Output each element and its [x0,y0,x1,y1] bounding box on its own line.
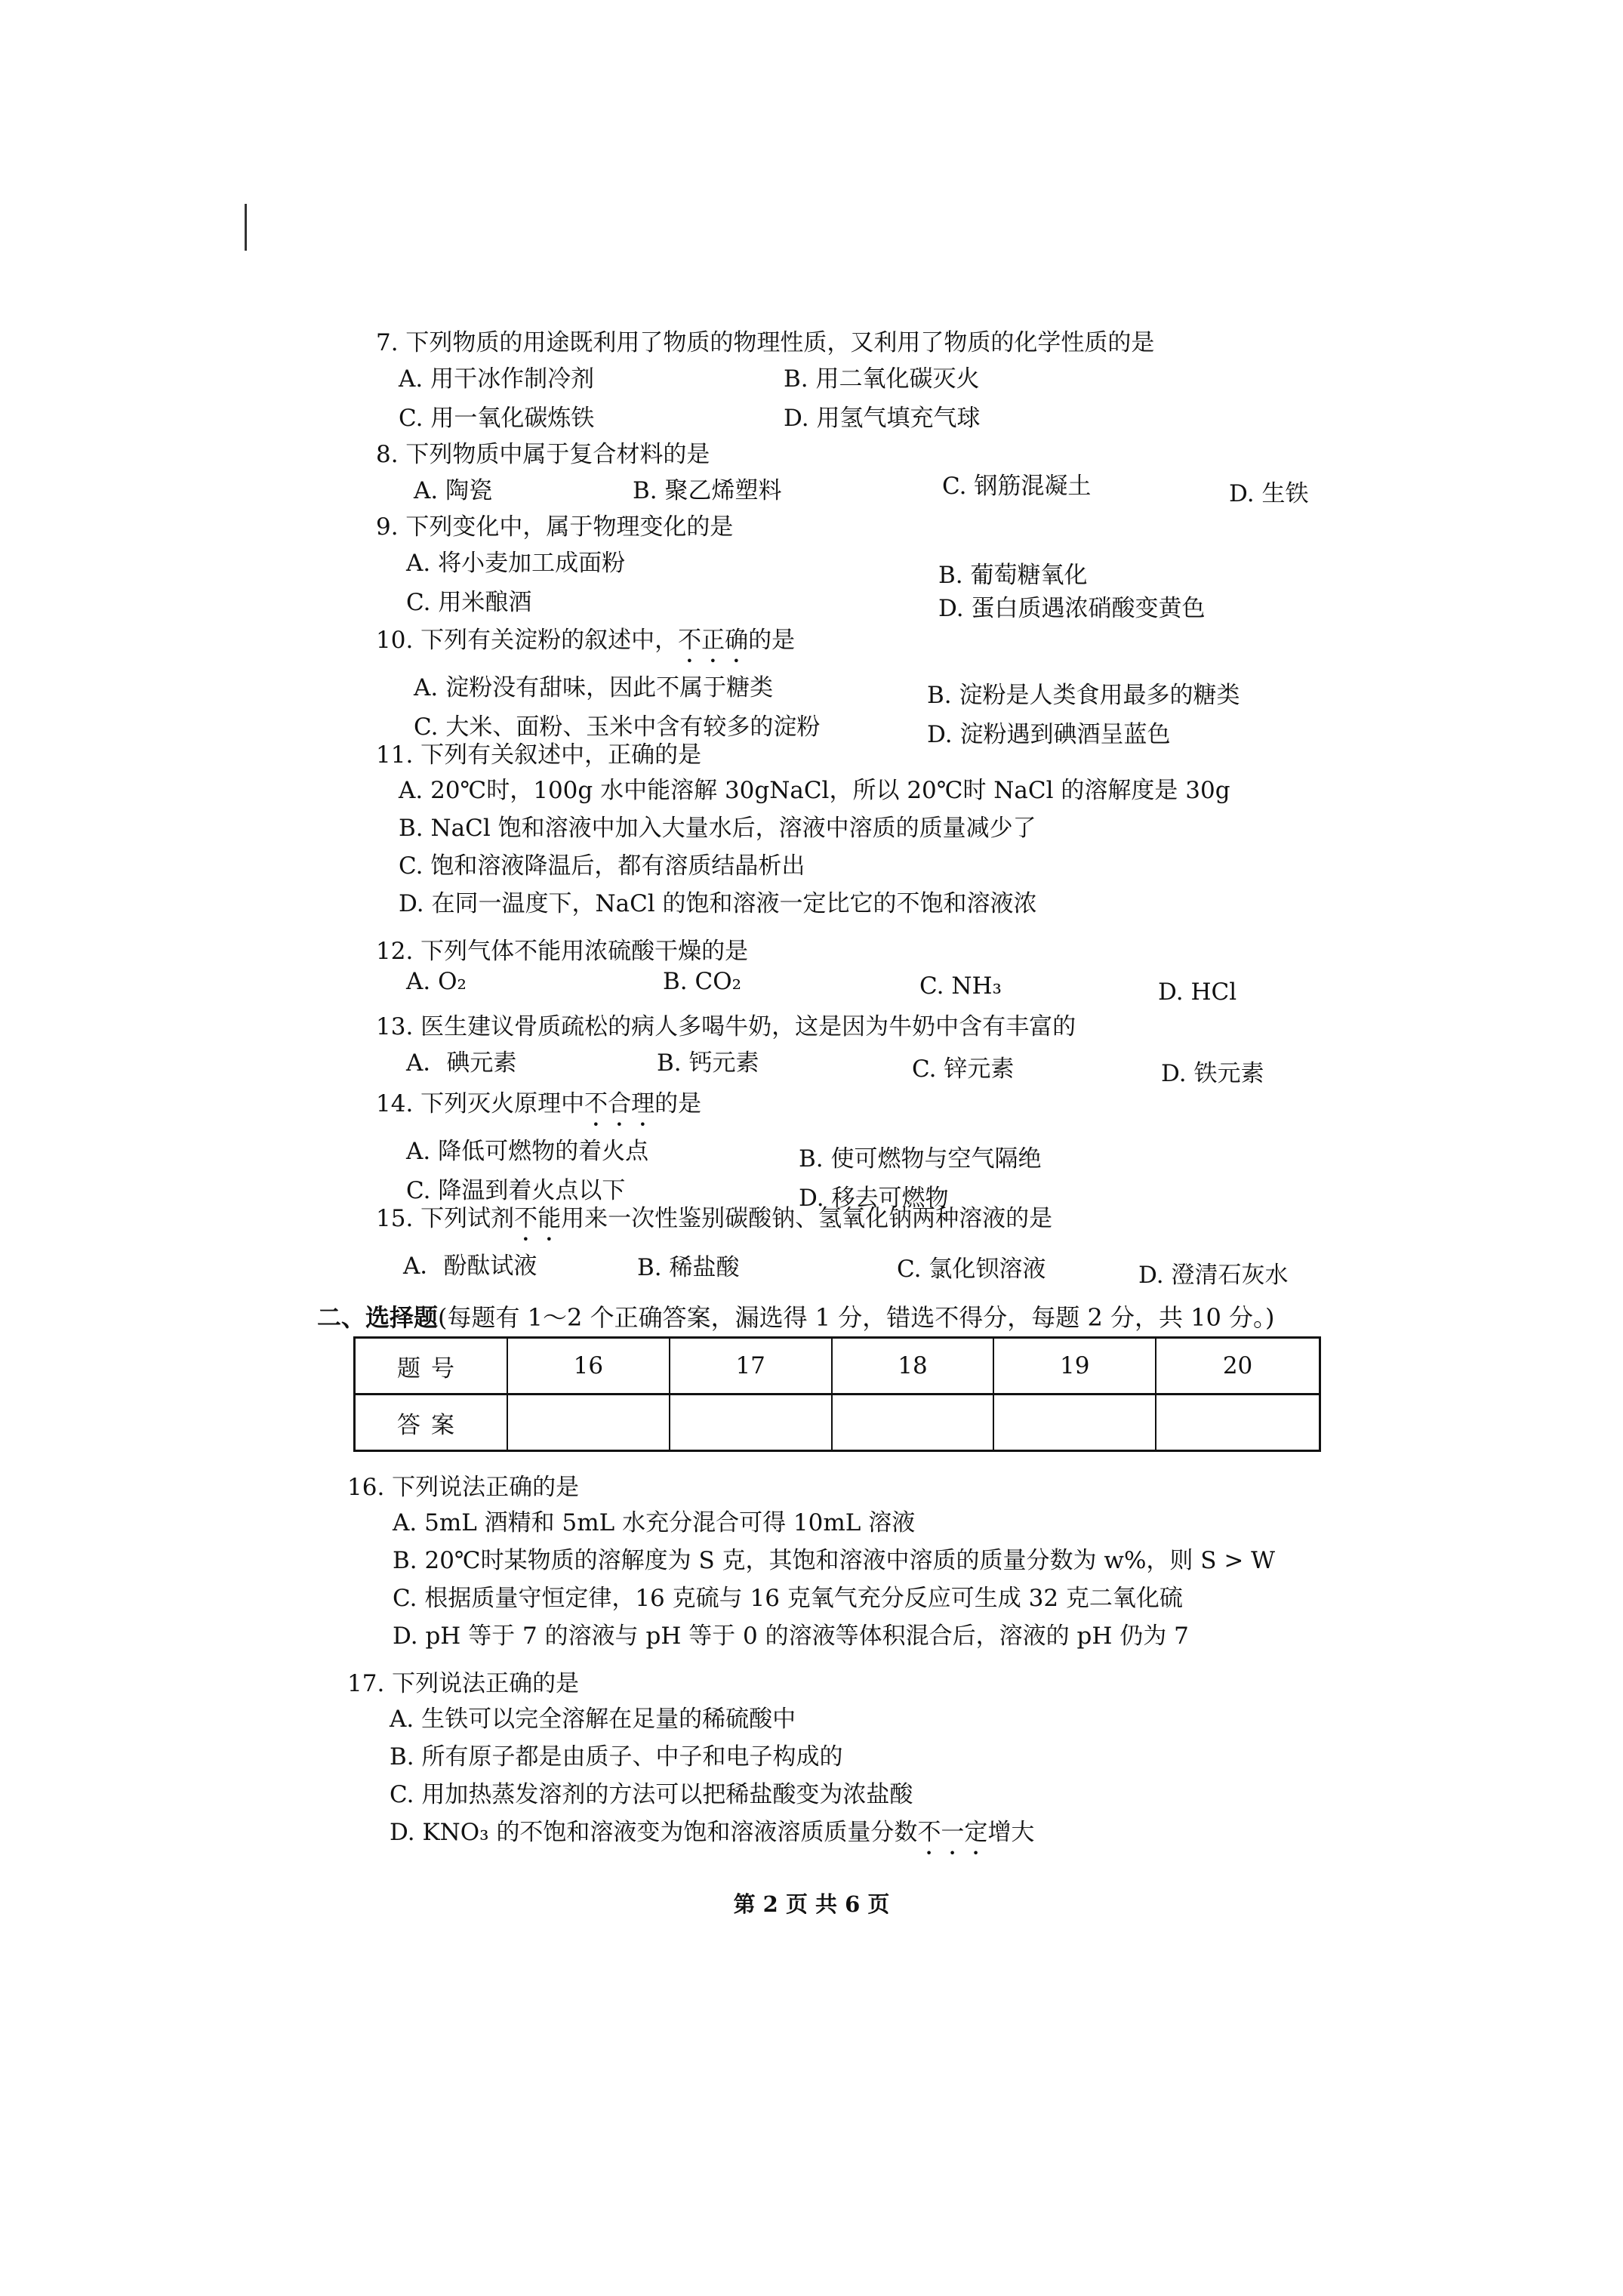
option-c: C. 用一氧化碳炼铁 [399,405,595,432]
option-d: D. HCl [1158,978,1237,1006]
table-row [355,1395,1320,1451]
option-a: A. 陶瓷 [414,477,493,504]
answer-cell[interactable] [507,1395,670,1451]
option-b: B. 葡萄糖氧化 [938,562,1088,589]
option-b: B. 钙元素 [657,1049,759,1077]
options-row [376,583,1508,622]
option-a: A. O₂ [406,968,467,995]
question-number-cell: 18 [832,1338,994,1395]
question-9 [376,510,1508,622]
options-row [376,399,1508,438]
question-stem: 17. 下列说法正确的是 [347,1670,580,1697]
option-a: A．酚酞试液 [403,1253,537,1280]
question-15 [376,1202,1508,1289]
option-c: C. 用米酿酒 [406,589,532,616]
answer-cell[interactable] [993,1395,1156,1451]
question-stem: 16. 下列说法正确的是 [347,1474,580,1501]
question-number-cell: 17 [670,1338,832,1395]
question-7 [376,326,1508,438]
question-13 [376,1010,1508,1087]
question-number-cell: 16 [507,1338,670,1395]
options-row [376,1247,1508,1289]
answer-cell[interactable] [1156,1395,1320,1451]
question-11 [376,738,1508,923]
table-header-cell: 答案 [355,1395,508,1451]
answer-cell[interactable] [670,1395,832,1451]
question-stem: 11. 下列有关叙述中，正确的是 [376,741,702,769]
question-stem: 10. 下列有关淀粉的叙述中，不正确的是 [376,627,796,654]
options-row [376,1043,1508,1087]
question-stem: 13. 医生建议骨质疏松的病人多喝牛奶，这是因为牛奶中含有丰富的 [376,1013,1076,1040]
question-14 [376,1087,1508,1210]
option-a: A. 将小麦加工成面粉 [406,550,626,577]
option-c: C. 降温到着火点以下 [406,1177,626,1204]
option-d: D. pH 等于 7 的溶液与 pH 等于 0 的溶液等体积混合后，溶液的 pH 仍为 7 [393,1623,1189,1650]
option-d: D. 澄清石灰水 [1138,1262,1289,1289]
emphasized-word: 不正确 [678,627,749,654]
answer-table [353,1336,1321,1452]
option-d: D. 用氢气填充气球 [784,405,981,432]
question-stem: 14. 下列灭火原理中不合理的是 [376,1090,702,1117]
option-c: C. 根据质量守恒定律，16 克硫与 16 克氧气充分反应可生成 32 克二氧化硫 [393,1585,1183,1612]
question-number-cell: 20 [1156,1338,1320,1395]
option-d: D. 铁元素 [1161,1060,1264,1087]
options-row [376,471,1508,510]
question-10 [376,624,1508,747]
section-two-heading: 二、选择题(每题有 1～2 个正确答案，漏选得 1 分，错选不得分，每题 2 分，共 10 分。) [317,1303,1275,1332]
option-a: A. 淀粉没有甜味，因此不属于糖类 [414,674,774,701]
option-d: D. 淀粉遇到碘酒呈蓝色 [927,721,1171,748]
question-stem: 15. 下列试剂不能用来一次性鉴别碳酸钠、氢氧化钠两种溶液的是 [376,1205,1053,1232]
question-stem: 12. 下列气体不能用浓硫酸干燥的是 [376,938,749,965]
question-16 [347,1471,1480,1655]
question-8 [376,438,1508,510]
question-stem: 9. 下列变化中，属于物理变化的是 [376,513,734,541]
option-c: C. 锌元素 [912,1056,1015,1083]
option-a: A. 5mL 酒精和 5mL 水充分混合可得 10mL 溶液 [393,1509,916,1536]
option-c: C. 氯化钡溶液 [897,1256,1046,1283]
table-header-cell: 题号 [355,1338,508,1395]
question-stem: 7. 下列物质的用途既利用了物质的物理性质，又利用了物质的化学性质的是 [376,329,1155,356]
emphasized-word: 不一定 [917,1819,988,1846]
option-a: A. 20℃时，100g 水中能溶解 30gNaCl，所以 20℃时 NaCl 的溶解度是 30g [399,777,1230,804]
option-b: B. CO₂ [663,968,742,995]
page-footer: 第 2 页 共 6 页 [733,1891,890,1917]
option-d: D. 在同一温度下，NaCl 的饱和溶液一定比它的不饱和溶液浓 [399,890,1037,917]
option-b: B. 用二氧化碳灭火 [784,365,980,393]
margin-mark [245,204,247,251]
option-b: B. NaCl 饱和溶液中加入大量水后，溶液中溶质的质量减少了 [399,815,1036,842]
emphasized-word: 不合理 [584,1090,655,1117]
option-b: B. 使可燃物与空气隔绝 [799,1145,1042,1173]
option-a: A．碘元素 [406,1049,517,1077]
option-d: D. KNO₃ 的不饱和溶液变为饱和溶液溶质质量分数不一定增大 [390,1819,1035,1846]
option-c: C. NH₃ [919,972,1002,1000]
question-12 [376,935,1508,1007]
option-a: A. 用干冰作制冷剂 [399,365,595,393]
answer-cell[interactable] [832,1395,994,1451]
options-row [376,544,1508,589]
options-row [376,668,1508,707]
option-b: B. 所有原子都是由质子、中子和电子构成的 [390,1743,843,1771]
emphasized-word: 不能 [514,1205,562,1232]
option-c: C. 用加热蒸发溶剂的方法可以把稀盐酸变为浓盐酸 [390,1781,913,1808]
option-b: B. 聚乙烯塑料 [633,477,782,504]
option-b: B. 20℃时某物质的溶解度为 S 克，其饱和溶液中溶质的质量分数为 w%，则 S > W [393,1547,1276,1574]
question-stem: 8. 下列物质中属于复合材料的是 [376,441,710,468]
option-d: D. 生铁 [1229,480,1309,507]
option-a: A. 降低可燃物的着火点 [406,1138,649,1165]
option-c: C. 大米、面粉、玉米中含有较多的淀粉 [414,713,821,741]
option-c: C. 饱和溶液降温后，都有溶质结晶析出 [399,852,805,880]
option-b: B. 淀粉是人类食用最多的糖类 [927,682,1240,709]
question-number-cell: 19 [993,1338,1156,1395]
option-d: D. 蛋白质遇浓硝酸变黄色 [938,595,1206,622]
option-b: B. 稀盐酸 [637,1254,740,1281]
table-row [355,1338,1320,1395]
question-17 [347,1667,1480,1860]
options-row [376,1132,1508,1171]
options-row [376,968,1508,1007]
option-d: D. 移去可燃物 [799,1185,949,1212]
option-c: C. 钢筋混凝土 [942,473,1092,500]
option-a: A. 生铁可以完全溶解在足量的稀硫酸中 [390,1706,796,1733]
options-row [376,359,1508,399]
